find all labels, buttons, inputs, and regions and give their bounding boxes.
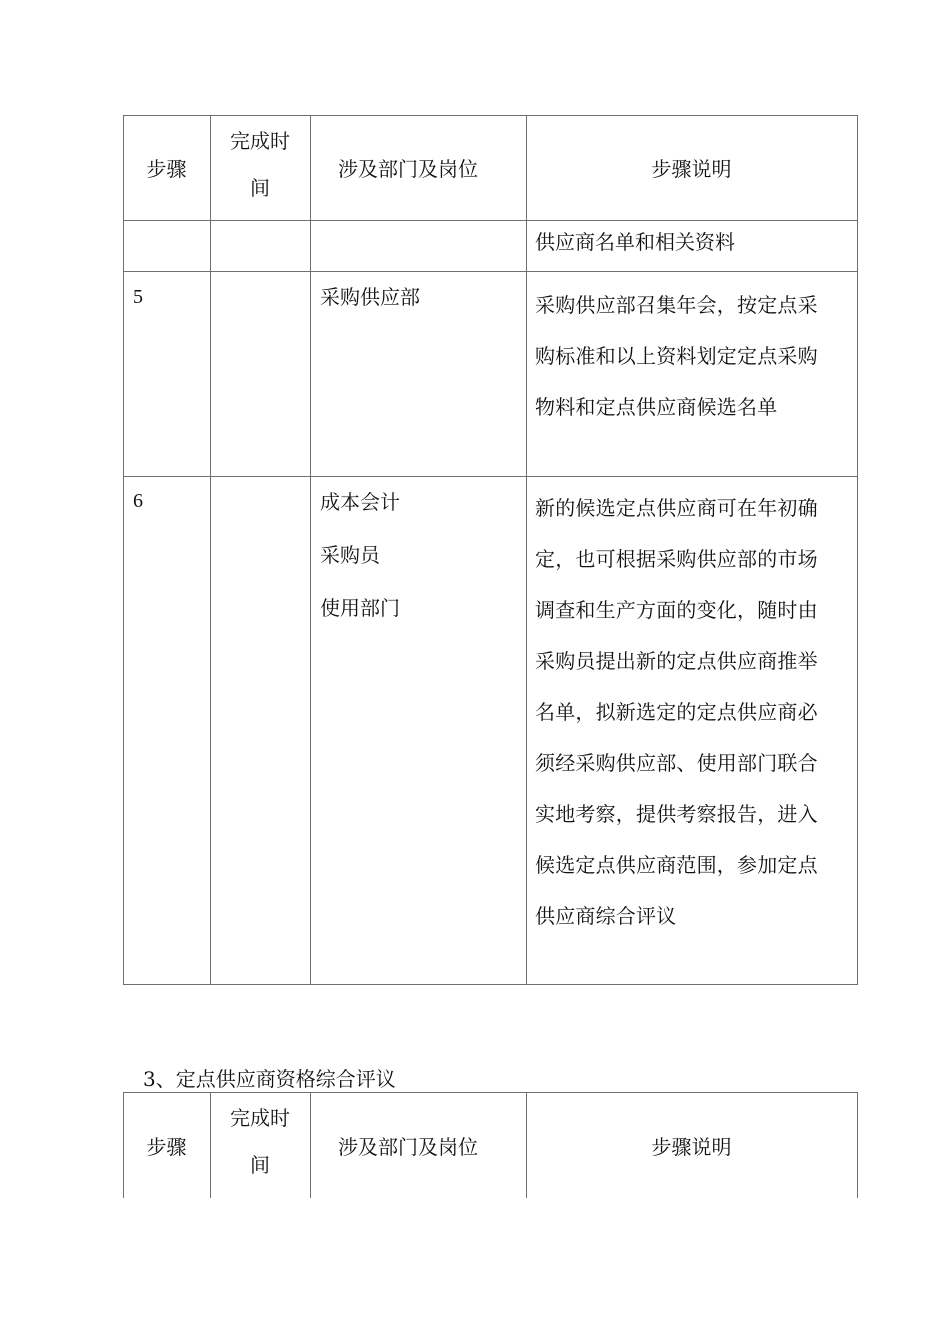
desc-line: 实地考察，提供考察报告，进入 [535, 802, 818, 826]
table1-row3-step: 6 [133, 490, 143, 512]
desc-line: 定，也可根据采购供应部的市场 [535, 547, 818, 571]
table1-row2-dept: 采购供应部 [320, 285, 420, 309]
table1-divider-3 [526, 115, 527, 985]
table1-border-left [123, 115, 124, 985]
table2-border-top [123, 1092, 858, 1093]
table1-border-right [857, 115, 858, 985]
dept-line: 使用部门 [320, 596, 400, 620]
section-title: 3、定点供应商资格综合评议 [143, 1067, 396, 1091]
desc-line: 须经采购供应部、使用部门联合 [535, 751, 818, 775]
table1-header-desc: 步骤说明 [651, 157, 732, 181]
desc-line: 候选定点供应商范围，参加定点 [535, 853, 818, 877]
desc-line: 新的候选定点供应商可在年初确 [535, 496, 818, 520]
table2-header-time-line1: 完成时 [230, 1106, 290, 1130]
desc-line: 采购供应部召集年会，按定点采 [535, 293, 818, 317]
table2-header-step: 步骤 [146, 1135, 187, 1159]
desc-line: 调查和生产方面的变化，随时由 [535, 598, 818, 622]
table1-header-time-line2: 间 [250, 176, 270, 200]
table2-header-time-line2: 间 [250, 1153, 270, 1177]
desc-line: 购标准和以上资料划定定点采购 [535, 344, 818, 368]
table1-border-bottom [123, 984, 858, 985]
desc-line: 名单，拟新选定的定点供应商必 [535, 700, 818, 724]
table1-row3-desc [535, 483, 857, 942]
table2-header-desc: 步骤说明 [651, 1135, 732, 1159]
table1-row1-bottom [123, 271, 858, 272]
dept-line: 采购员 [320, 543, 380, 567]
table1-divider-1 [210, 115, 211, 985]
table1-row2-step: 5 [133, 286, 143, 308]
table1-row1-desc: 供应商名单和相关资料 [535, 230, 735, 254]
table2-header-dept: 涉及部门及岗位 [338, 1135, 478, 1159]
table1-header-dept: 涉及部门及岗位 [338, 157, 478, 181]
table1-divider-2 [310, 115, 311, 985]
table1-border-top [123, 115, 858, 116]
desc-line: 供应商综合评议 [535, 904, 677, 928]
dept-line: 成本会计 [320, 490, 400, 514]
table1-header-step: 步骤 [146, 157, 187, 181]
table2-border-right [857, 1092, 858, 1198]
table1-header-time-line1: 完成时 [230, 129, 290, 153]
table1-header-bottom [123, 220, 858, 221]
desc-line: 采购员提出新的定点供应商推举 [535, 649, 818, 673]
table1-row2-desc [535, 280, 857, 433]
table1-row2-bottom [123, 476, 858, 477]
desc-line: 物料和定点供应商候选名单 [535, 395, 778, 419]
table1-row3-dept [320, 476, 400, 635]
